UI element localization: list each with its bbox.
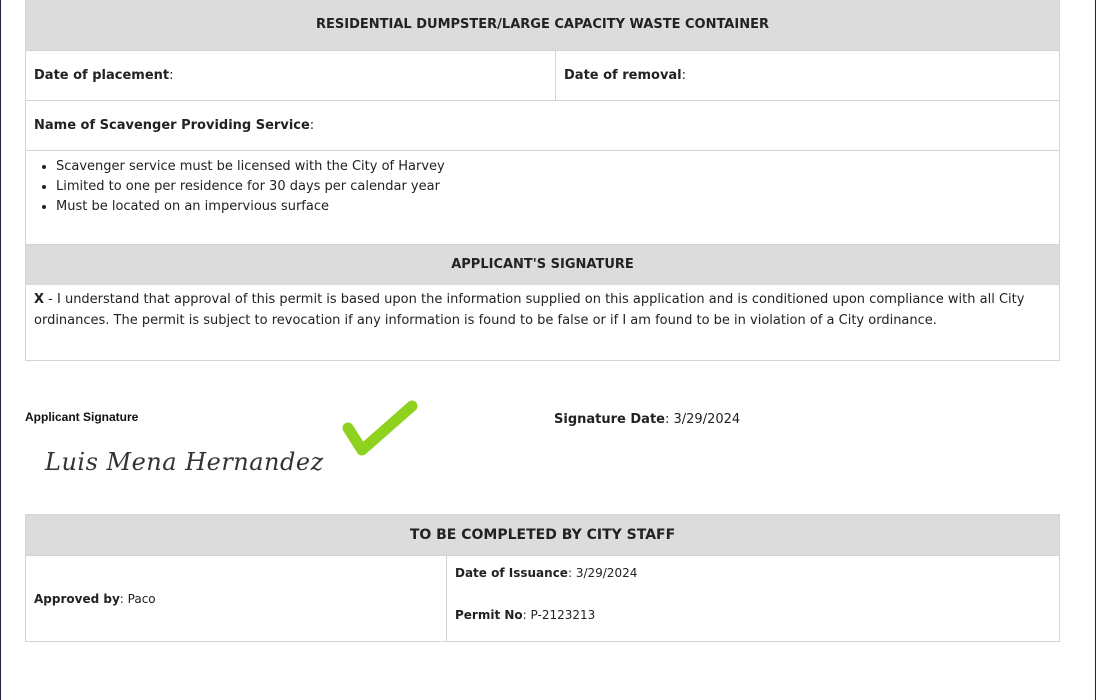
applicant-signature-section bbox=[25, 245, 1060, 361]
date-of-removal-field[interactable]: Date of removal : bbox=[555, 51, 1059, 100]
declaration-statement: - I understand that approval of this permit is based upon the information supplied on this application and is conditioned upon compliance with all City ordinances. The permit is subject to revocation if any information is found to be false or if I am found to be in violation of a City ordinance. bbox=[34, 292, 1025, 328]
scavenger-name-label: Name of Scavenger Providing Service bbox=[34, 118, 310, 133]
date-of-placement-field[interactable]: Date of placement : bbox=[34, 68, 174, 83]
date-of-issuance-label: Date of Issuance bbox=[455, 566, 568, 580]
dumpster-section-title: RESIDENTIAL DUMPSTER/LARGE CAPACITY WASTE CONTAINER bbox=[26, 0, 1059, 50]
declaration-mark: X bbox=[34, 292, 45, 307]
city-staff-section bbox=[25, 514, 1060, 642]
permit-number-value: P-2123213 bbox=[530, 608, 596, 622]
approved-by-field: Approved by: Paco bbox=[34, 591, 156, 606]
applicant-signature-image: Luis Mena Hernandez bbox=[45, 448, 324, 476]
date-of-placement-label: Date of placement bbox=[34, 68, 170, 83]
approved-by-value: Paco bbox=[127, 591, 156, 606]
check-mark-icon bbox=[340, 398, 420, 462]
applicant-signature-title: APPLICANT'S SIGNATURE bbox=[26, 245, 1059, 285]
signature-date: Signature Date: 3/29/2024 bbox=[554, 412, 741, 427]
declaration-text bbox=[26, 285, 1059, 335]
scavenger-name-field[interactable]: Name of Scavenger Providing Service : bbox=[34, 118, 315, 133]
list-item: • Scavenger service must be licensed with the City of Harvey bbox=[56, 157, 445, 177]
city-staff-title: TO BE COMPLETED BY CITY STAFF bbox=[26, 515, 1059, 555]
permit-number-field: Permit No: P-2123213 bbox=[455, 608, 596, 622]
signature-date-label: Signature Date bbox=[554, 412, 665, 427]
date-of-issuance-field: Date of Issuance: 3/29/2024 bbox=[455, 566, 638, 580]
list-item: • Limited to one per residence for 30 days per calendar year bbox=[56, 177, 445, 197]
permit-number-label: Permit No bbox=[455, 608, 523, 622]
date-of-removal-label: Date of removal bbox=[564, 68, 682, 83]
approved-by-label: Approved by bbox=[34, 591, 120, 606]
signature-date-value: 3/29/2024 bbox=[673, 412, 741, 427]
list-item: • Must be located on an impervious surface bbox=[56, 197, 445, 217]
applicant-signature-label: Applicant Signature bbox=[25, 410, 139, 424]
dumpster-requirements-list bbox=[26, 157, 445, 217]
date-of-issuance-value: 3/29/2024 bbox=[575, 566, 638, 580]
dumpster-section bbox=[25, 0, 1060, 245]
